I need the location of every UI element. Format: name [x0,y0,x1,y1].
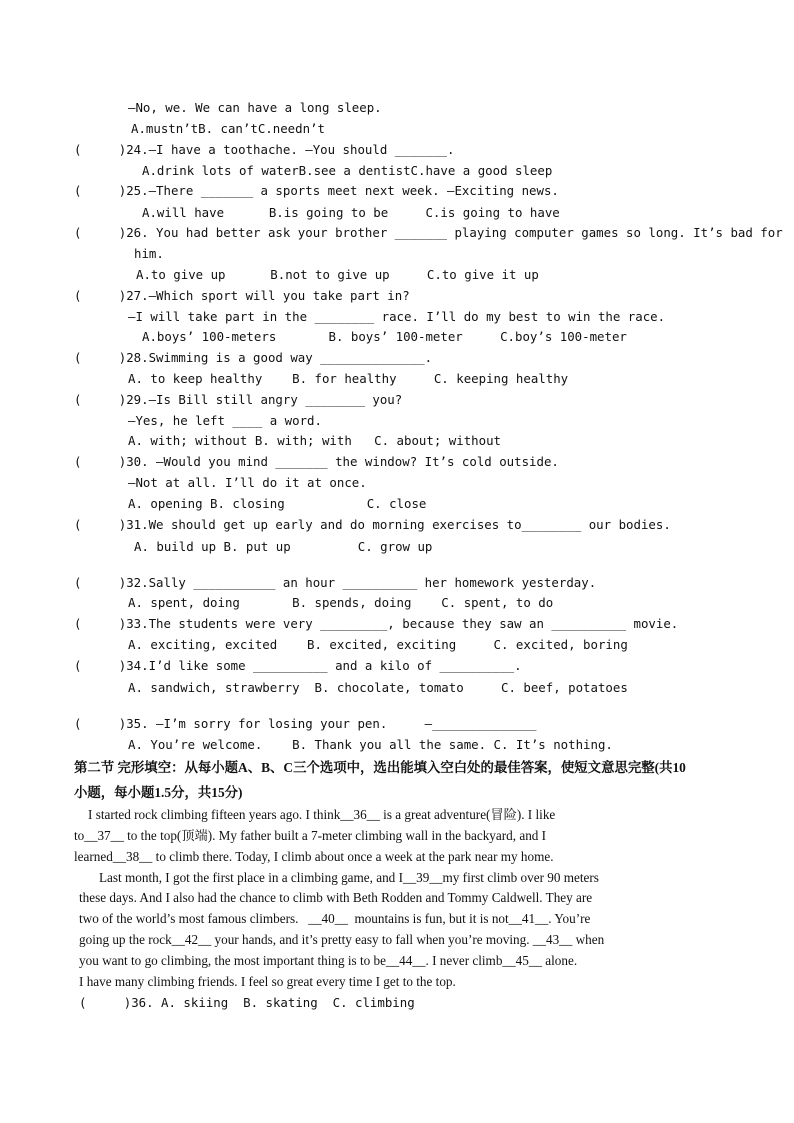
q27-options: A.boys’ 100-meters B. boys’ 100-meter C.boy’s 100-meter [142,329,627,344]
q28-options: A. to keep healthy B. for healthy C. keeping healthy [128,371,569,386]
q32-stem: ( )32.Sally ___________ an hour __________ her homework yesterday. [74,575,597,590]
q31-stem: ( )31.We should get up early and do morning exercises to________ our bodies. [74,517,671,532]
passage-line-6: two of the world’s most famous climbers. __40__ mountains is fun, but it is not__41__. You’re [79,911,591,926]
passage-line-7: going up the rock__42__ your hands, and it’s pretty easy to fall when you’re moving. __43__ when [79,932,605,947]
passage-line-4: Last month, I got the first place in a climbing game, and I__39__my first climb over 90 meters [99,870,599,885]
q24-options: A.drink lots of waterB.see a dentistC.have a good sleep [142,163,553,178]
q24-stem: ( )24.—I have a toothache. —You should _______. [74,142,455,157]
passage-line-3: learned__38__ to climb there. Today, I climb about once a week at the park near my home. [74,849,554,864]
passage-line-1: I started rock climbing fifteen years ago. I think__36__ is a great adventure(冒险). I like [88,807,556,822]
q29-stem-continued: —Yes, he left ____ a word. [128,413,322,428]
q23-options: A.mustn’tB. can’tC.needn’t [131,121,325,136]
q35-options: A. You’re welcome. B. Thank you all the same. C. It’s nothing. [128,737,613,752]
q25-stem: ( )25.—There _______ a sports meet next week. —Exciting news. [74,183,559,198]
q32-options: A. spent, doing B. spends, doing C. spent, to do [128,595,554,610]
q25-options: A.will have B.is going to be C.is going to have [142,205,560,220]
section-heading: 第二节 完形填空：从每小题A、B、C三个选项中，选出能填入空白处的最佳答案，使短文意思完整(共10 [74,760,686,775]
q27-stem-continued: —I will take part in the ________ race. I’ll do my best to win the race. [128,309,666,324]
section-heading-continued: 小题，每小题1.5分，共15分) [74,785,243,800]
q33-stem: ( )33.The students were very _________, because they saw an __________ movie. [74,616,679,631]
q29-options: A. with; without B. with; with C. about; without [128,433,501,448]
q26-stem-continued: him. [134,246,164,261]
q30-stem: ( )30. —Would you mind _______ the window? It’s cold outside. [74,454,559,469]
q36-options: ( )36. A. skiing B. skating C. climbing [79,995,415,1010]
q28-stem: ( )28.Swimming is a good way ______________. [74,350,433,365]
q34-options: A. sandwich, strawberry B. chocolate, tomato C. beef, potatoes [128,680,628,695]
q31-options: A. build up B. put up C. grow up [134,539,433,554]
passage-line-5: these days. And I also had the chance to climb with Beth Rodden and Tommy Caldwell. They are [79,890,593,905]
q27-stem: ( )27.—Which sport will you take part in? [74,288,410,303]
q33-options: A. exciting, excited B. excited, exciting C. excited, boring [128,637,628,652]
q34-stem: ( )34.I’d like some __________ and a kilo of __________. [74,658,522,673]
q23-answer-line: —No, we. We can have a long sleep. [128,100,382,115]
passage-line-9: I have many climbing friends. I feel so great every time I get to the top. [79,974,456,989]
q26-options: A.to give up B.not to give up C.to give it up [136,267,539,282]
q35-stem: ( )35. —I’m sorry for losing your pen. —______________ [74,716,537,731]
q30-stem-continued: —Not at all. I’ll do it at once. [128,475,367,490]
passage-line-2: to__37__ to the top(顶端). My father built a 7-meter climbing wall in the backyard, and I [74,828,547,843]
passage-line-8: you want to go climbing, the most important thing is to be__44__. I never climb__45__ alone. [79,953,578,968]
q29-stem: ( )29.—Is Bill still angry ________ you? [74,392,403,407]
q30-options: A. opening B. closing C. close [128,496,427,511]
q26-stem: ( )26. You had better ask your brother _______ playing computer games so long. It’s bad for [74,225,783,240]
